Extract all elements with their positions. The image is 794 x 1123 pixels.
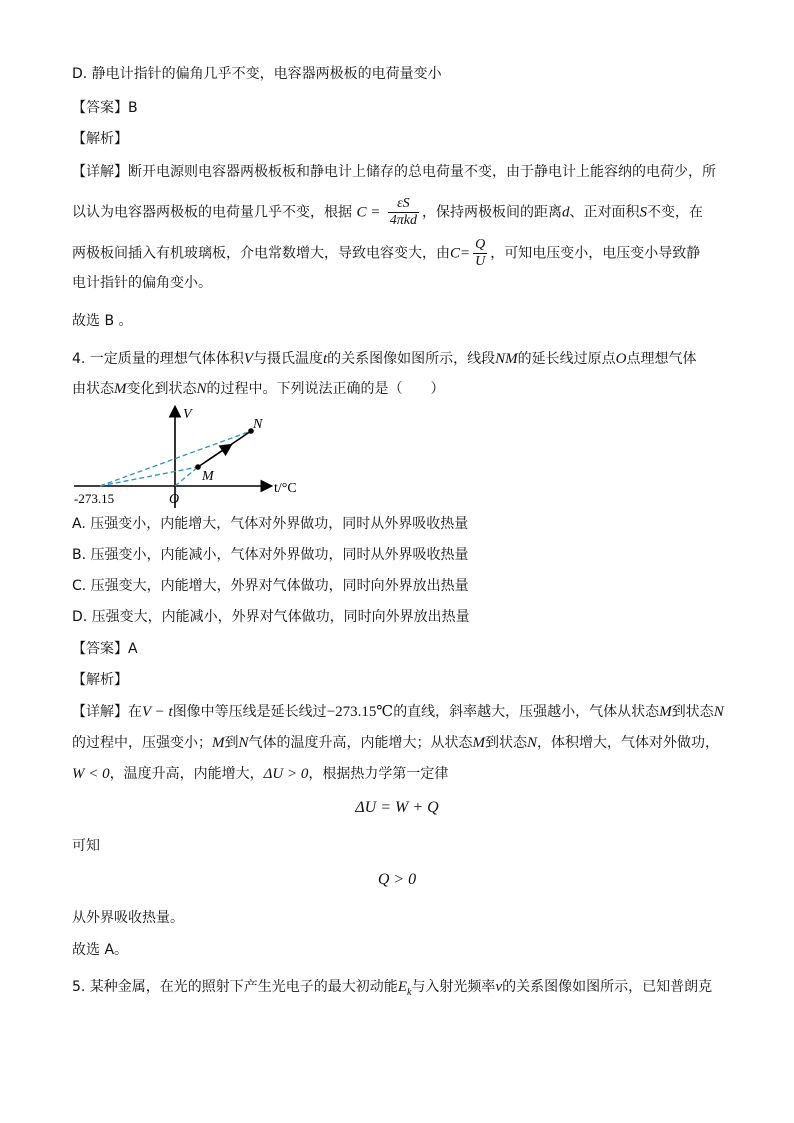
label-t: t/°C	[274, 481, 297, 496]
q4-option-a: A. 压强变小，内能增大，气体对外界做功，同时从外界吸收热量	[72, 516, 469, 532]
label-n: N	[253, 417, 263, 432]
q4-kezhi: 可知	[72, 838, 100, 854]
formula-capacitance-fraction: $\frac{\varepsilon S}{\text{4πkd}}$	[389, 196, 418, 228]
isobar-m-line	[100, 467, 198, 486]
formula-capacitance-lhs: C =	[356, 204, 381, 221]
formula-cqu-lhs: C=	[450, 245, 471, 262]
q4-option-c: C. 压强变大，内能增大，外界对气体做功，同时向外界放出热量	[72, 578, 469, 594]
q4-stem-line2: 由状态M变化到状态N的过程中。下列说法正确的是（ ）	[72, 381, 445, 397]
label-o: O	[169, 492, 180, 507]
q4-option-d: D. 压强变大，内能减小，外界对气体做功，同时向外界放出热量	[72, 609, 470, 625]
label-m: M	[202, 469, 214, 484]
q4-stem-line1: 4. 一定质量的理想气体体积V与摄氏温度t的关系图像如图所示，线段NM的延长线过原点O点理想气体	[72, 351, 697, 367]
process-arrow	[206, 446, 230, 462]
q4-analysis-label: 【解析】	[72, 672, 128, 688]
q3-conclusion: 故选 B 。	[72, 313, 133, 329]
nm-extension-line	[175, 467, 198, 486]
q4-option-b: B. 压强变小，内能减小，气体对外界做功，同时从外界吸收热量	[72, 547, 469, 563]
label-v: V	[183, 407, 192, 422]
q4-detail-line2: 的过程中，压强变小；M到N气体的温度升高，内能增大；从状态M到状态N，体积增大，气体对外做功，	[72, 735, 720, 751]
q5-stem-line1: 5. 某种金属，在光的照射下产生光电子的最大初动能$E_k$与入射光频率v的关系图像如图所示，已知普朗克	[72, 979, 713, 998]
q4-detail-line1: 【详解】在V − t图像中等压线是延长线过−273.15℃的直线，斜率越大，压强越小，气体从状态M到状态N	[72, 704, 724, 720]
q3-analysis-label: 【解析】	[72, 131, 128, 147]
equation-first-law: ΔU = W + Q	[355, 799, 439, 816]
formula-cqu-fraction: $\frac{Q}{U}$	[475, 237, 486, 269]
q4-detail-line3: W < 0，温度升高，内能增大，ΔU > 0，根据热力学第一定律	[72, 766, 449, 782]
label-neg-27315: -273.15	[74, 491, 115, 506]
q3-answer: 【答案】B	[72, 100, 138, 116]
q3-option-d: D. 静电计指针的偏角几乎不变，电容器两极板的电荷量变小	[72, 66, 442, 82]
q4-conclusion: 故选 A。	[72, 942, 129, 958]
q3-detail-line3: 两极板间插入有机玻璃板，介电常数增大，导致电容变大，由C= $\frac{Q}{U}$ ，可知电压变小，电压变小导致静	[72, 237, 701, 269]
q3-detail-line4: 电计指针的偏角变小。	[72, 275, 212, 291]
point-m	[195, 464, 201, 470]
q4-result: 从外界吸收热量。	[72, 910, 184, 926]
equation-q-positive: Q > 0	[377, 871, 417, 888]
q4-answer: 【答案】A	[72, 641, 138, 657]
q3-detail-line2: 以认为电容器两极板的电荷量几乎不变，根据 C = $\frac{\varepsilon S}{\text{4πkd}}$ ，保持两极板间的距离d、正对面积S不变，在	[72, 196, 704, 228]
vt-graph-figure	[70, 404, 310, 510]
q3-detail-line1: 【详解】断开电源则电容器两极板板和静电计上储存的总电荷量不变，由于静电计上能容纳的电荷少，所	[72, 164, 716, 180]
